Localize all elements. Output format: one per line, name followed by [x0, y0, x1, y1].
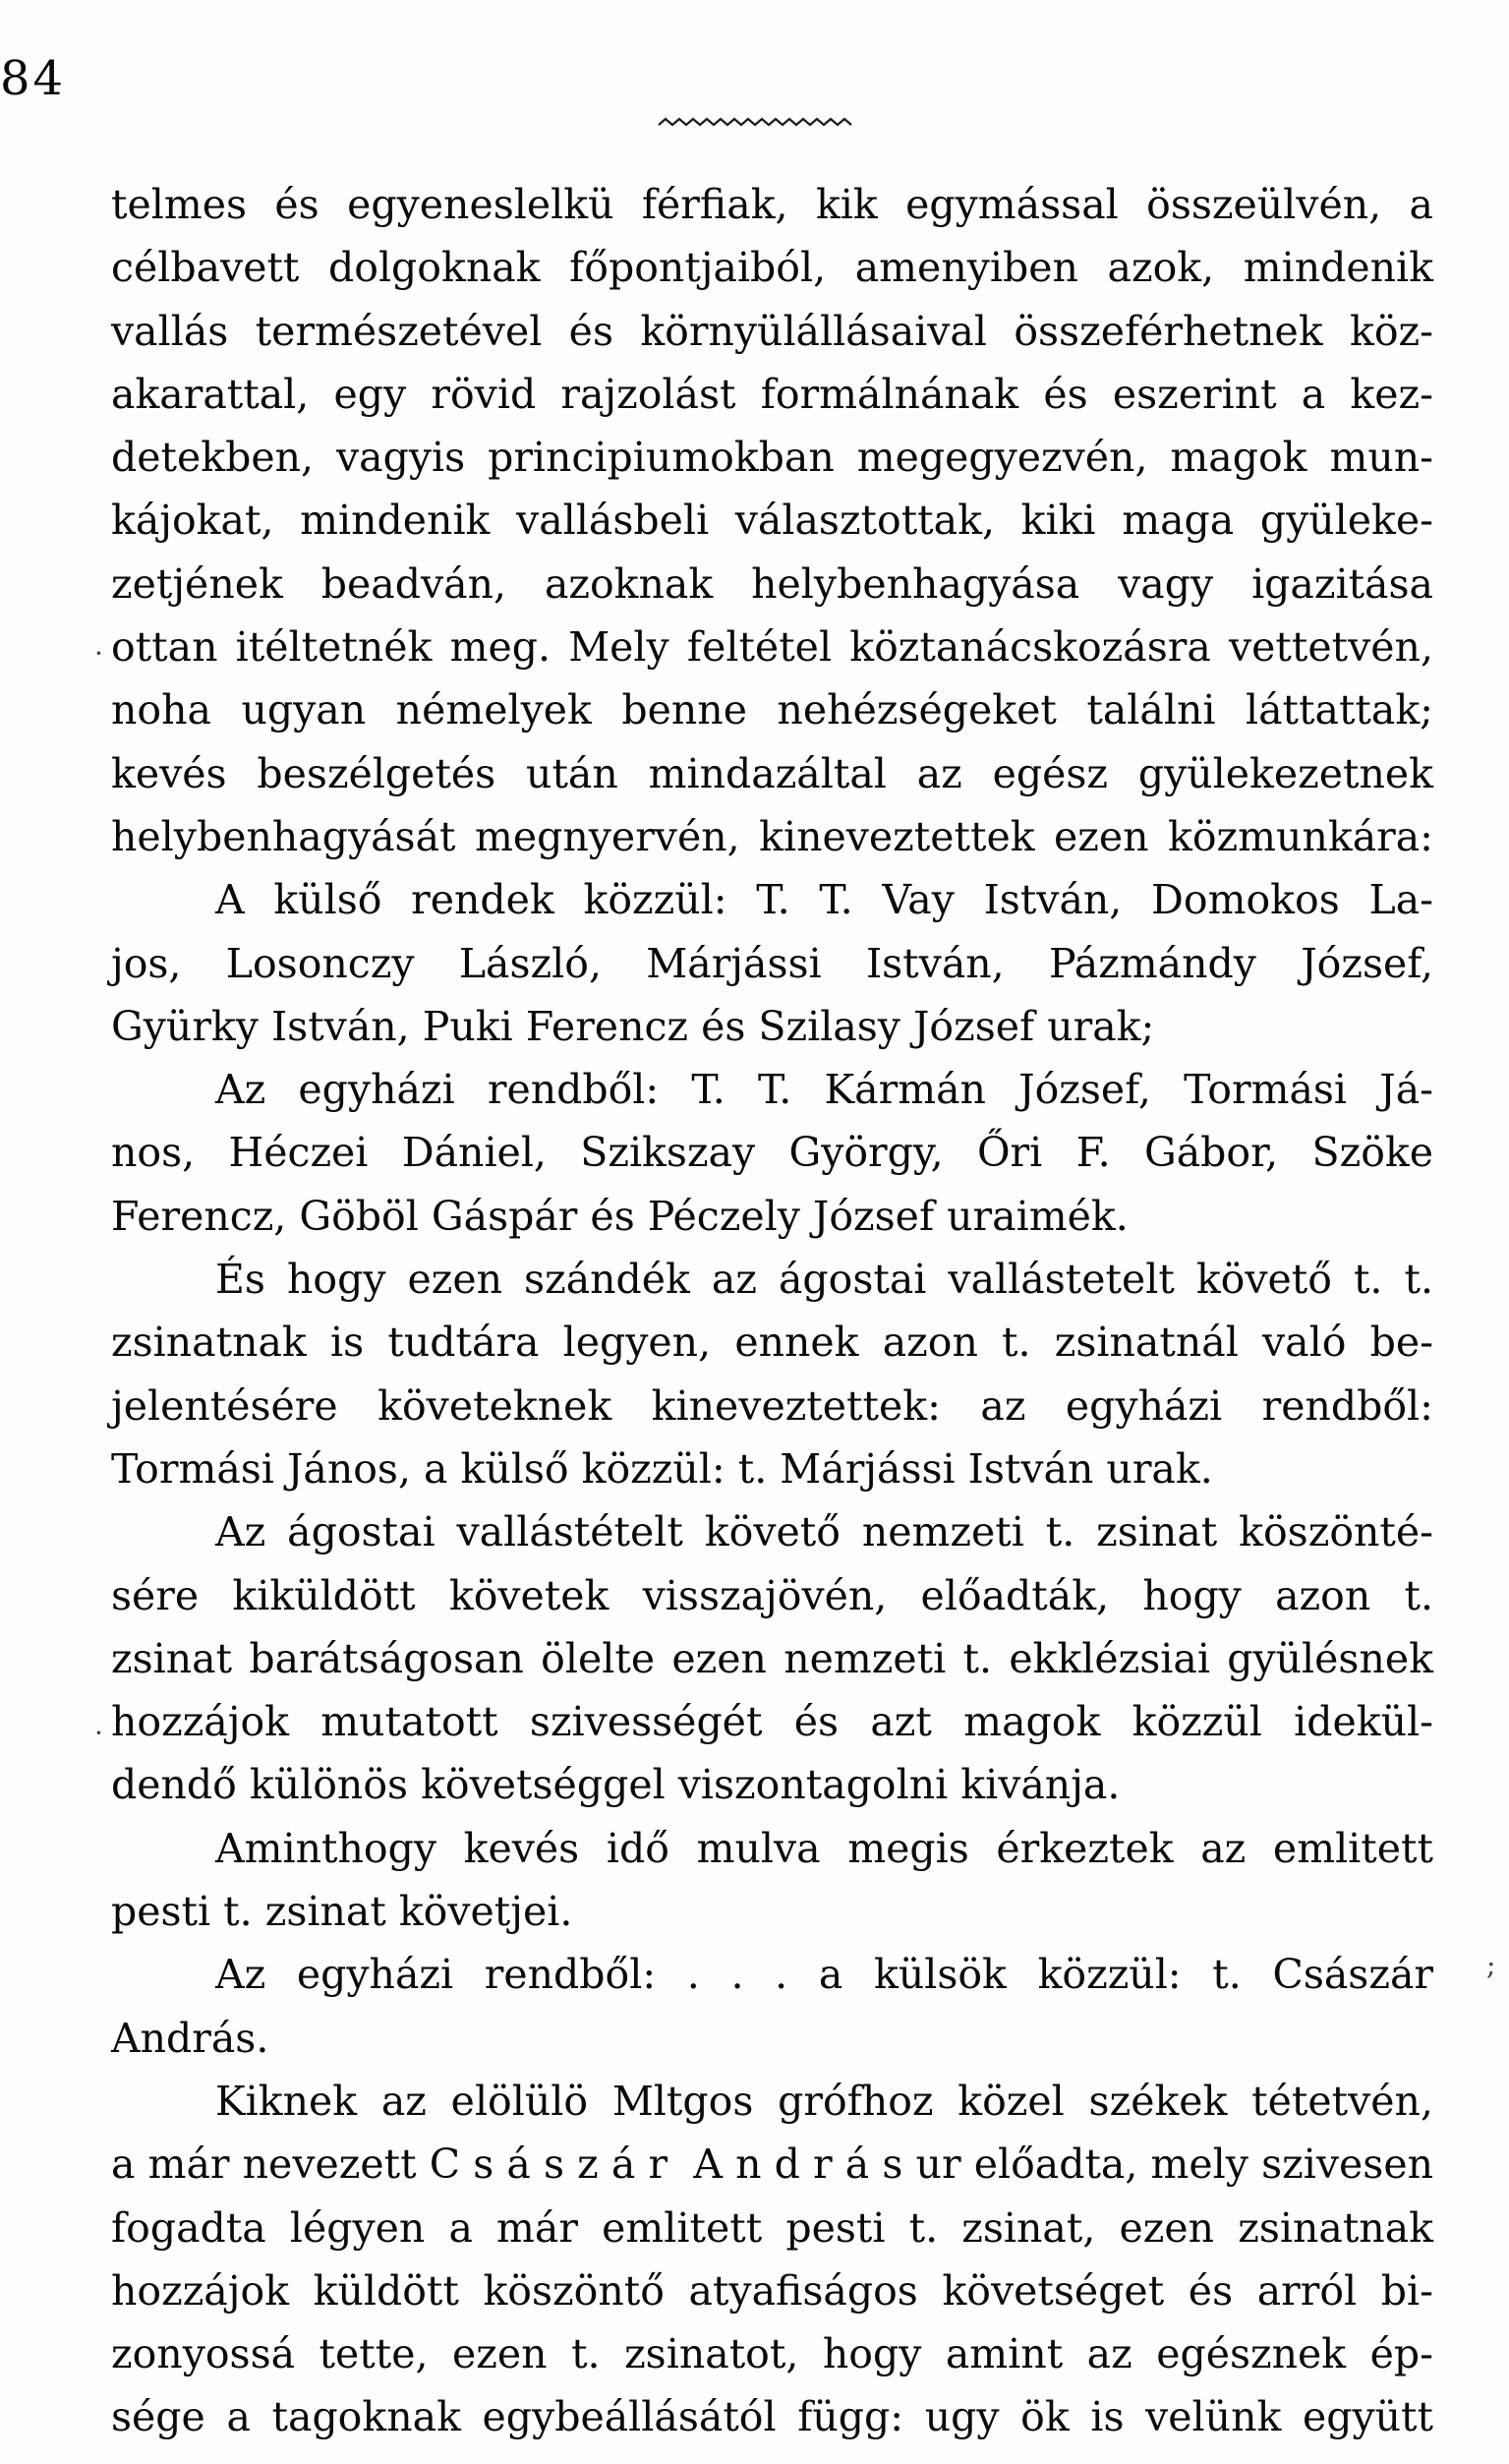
- scan-artifact: ;: [1486, 1949, 1496, 1981]
- text-line: Az egyházi rendből: . . . a külsök közzül: t. Császár: [215, 1951, 1433, 1999]
- wavy-rule: [658, 116, 852, 128]
- body-text: [111, 173, 1433, 2449]
- text-line: zetjének beadván, azoknak helybenhagyása vagy igazitása: [111, 559, 1433, 608]
- text-line: helybenhagyását megnyervén, kineveztettek ezen közmunkára:: [111, 812, 1433, 860]
- text-line: akarattal, egy rövid rajzolást formálnának és eszerint a kez-: [111, 370, 1433, 418]
- text-line: fogadta légyen a már emlitett pesti t. zsinat, ezen zsinatnak: [111, 2203, 1433, 2252]
- text-line: jos, Losonczy László, Márjássi István, Pázmándy József,: [111, 939, 1433, 987]
- text-line: zonyossá tette, ezen t. zsinatot, hogy amint az egésznek ép-: [111, 2330, 1433, 2378]
- scan-artifact: ·: [94, 1717, 103, 1749]
- text-line: Tormási János, a külső közzül: t. Márjássi István urak.: [111, 1444, 1213, 1493]
- text-line: detekben, vagyis principiumokban megegyezvén, magok mun-: [111, 434, 1433, 482]
- page-number: 84: [0, 51, 67, 106]
- text-line: A külső rendek közzül: T. T. Vay István, Domokos La-: [215, 876, 1433, 924]
- text-line: telmes és egyeneslelkü férfiak, kik egymással összeülvén, a: [111, 181, 1433, 228]
- text-line: Gyürky István, Puki Ferencz és Szilasy József urak;: [111, 1002, 1155, 1050]
- text-line: Az egyházi rendből: T. T. Kármán József, Tormási Já-: [215, 1066, 1433, 1114]
- scan-artifact: ·: [94, 637, 103, 670]
- text-line: kájokat, mindenik vallásbeli választottak, kiki maga gyüleke-: [111, 497, 1433, 545]
- text-line: hozzájok mutatott szivességét és azt magok közzül idekül-: [111, 1698, 1433, 1746]
- text-line: jelentésére követeknek kineveztettek: az egyházi rendből:: [111, 1381, 1433, 1430]
- text-line: András.: [111, 2014, 269, 2062]
- text-line: Ferencz, Göböl Gáspár és Péczely József uraimék.: [111, 1192, 1129, 1240]
- text-line: Az ágostai vallástételt követő nemzeti t. zsinat köszönté-: [215, 1508, 1433, 1556]
- text-line: zsinat barátságosan ölelte ezen nemzeti t. ekklézsiai gyülésnek: [111, 1634, 1433, 1682]
- text-line: ottan itéltetnék meg. Mely feltétel köztanácskozásra vettetvén,: [111, 623, 1433, 672]
- text-line: dendő különös követséggel viszontagolni kivánja.: [111, 1761, 1121, 1809]
- text-line: pesti t. zsinat követjei.: [111, 1888, 573, 1936]
- text-line: Kiknek az elölülö Mltgos grófhoz közel székek tétetvén,: [215, 2077, 1433, 2125]
- text-line: célbavett dolgoknak főpontjaiból, amenyiben azok, mindenik: [111, 244, 1433, 292]
- text-line: Aminthogy kevés idő mulva megis érkeztek az emlitett: [215, 1824, 1433, 1872]
- text-line: kevés beszélgetés után mindazáltal az egész gyülekezetnek: [111, 749, 1433, 797]
- text-line: sére kiküldött követek visszajövén, előadták, hogy azon t.: [111, 1571, 1433, 1619]
- text-line: zsinatnak is tudtára legyen, ennek azon t. zsinatnál való be-: [111, 1319, 1433, 1367]
- text-line: nos, Héczei Dániel, Szikszay György, Őri F. Gábor, Szöke: [111, 1129, 1433, 1177]
- text-line: sége a tagoknak egybeállásától függ: ugy ök is velünk együtt: [111, 2393, 1433, 2441]
- text-line: hozzájok küldött köszöntő atyafiságos követséget és arról bi-: [111, 2266, 1433, 2315]
- text-line: a már nevezett C s á s z á r A n d r á s ur előadta, mely szivesen: [111, 2141, 1433, 2189]
- text-line: És hogy ezen szándék az ágostai vallástetelt követő t. t.: [215, 1256, 1433, 1304]
- text-line: noha ugyan némelyek benne nehézségeket találni láttattak;: [111, 686, 1433, 734]
- text-line: vallás természetével és környülállásaival összeférhetnek köz-: [111, 307, 1433, 355]
